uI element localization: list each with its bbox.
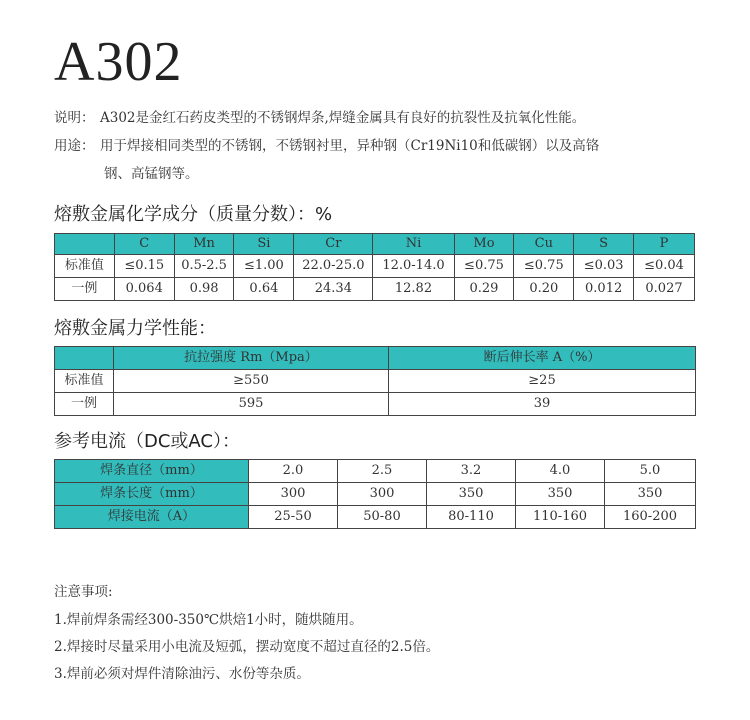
table-cell: 22.0-25.0 — [294, 255, 373, 278]
note-item: 2.焊接时尽量采用小电流及短弧，摆动宽度不超过直径的2.5倍。 — [54, 639, 440, 655]
table-cell: 25-50 — [249, 506, 338, 529]
use-line-2: 钢、高锰钢等。 — [104, 166, 199, 182]
mechanical-example-row — [55, 393, 696, 416]
current-diameter-row — [55, 460, 696, 483]
table-cell: 0.027 — [634, 278, 695, 301]
row-label: 焊条长度（mm） — [55, 483, 249, 506]
use-line-1 — [54, 136, 599, 156]
table-cell: ≥550 — [114, 370, 389, 393]
explain-label: 说明： — [54, 110, 95, 126]
chemical-standard-row — [55, 255, 695, 278]
mechanical-header-cell — [55, 347, 114, 370]
table-cell: 2.0 — [249, 460, 338, 483]
chemical-header-cell: Si — [234, 234, 294, 255]
table-cell: 24.34 — [294, 278, 373, 301]
table-cell: 80-110 — [427, 506, 516, 529]
chemical-header-cell: Cr — [294, 234, 373, 255]
chemical-header-row — [55, 234, 695, 255]
row-label: 标准值 — [55, 255, 115, 278]
row-label: 一例 — [55, 278, 115, 301]
chemical-header-cell: Ni — [373, 234, 454, 255]
table-cell: 0.64 — [234, 278, 294, 301]
table-cell: ≥25 — [389, 370, 696, 393]
chemical-header-cell: P — [634, 234, 695, 255]
table-cell: 110-160 — [516, 506, 605, 529]
table-cell: 3.2 — [427, 460, 516, 483]
table-cell: ≤1.00 — [234, 255, 294, 278]
table-cell: 350 — [605, 483, 696, 506]
use-text-1: 用于焊接相同类型的不锈钢，不锈钢衬里，异种钢（Cr19Ni10和低碳钢）以及高铬 — [100, 138, 600, 154]
table-cell: ≤0.04 — [634, 255, 695, 278]
table-cell: ≤0.03 — [574, 255, 634, 278]
table-cell: 160-200 — [605, 506, 696, 529]
note-item: 1.焊前焊条需经300-350℃烘焙1小时，随烘随用。 — [54, 612, 363, 628]
row-label: 标准值 — [55, 370, 114, 393]
chemical-header-cell: S — [574, 234, 634, 255]
table-cell: 0.98 — [174, 278, 234, 301]
row-label: 一例 — [55, 393, 114, 416]
table-cell: 300 — [338, 483, 427, 506]
current-heading: 参考电流（DC或AC）： — [54, 431, 240, 452]
mechanical-standard-row — [55, 370, 696, 393]
product-title: A302 — [54, 31, 183, 93]
row-label: 焊条直径（mm） — [55, 460, 249, 483]
mechanical-header-cell: 断后伸长率 A（%） — [389, 347, 696, 370]
table-cell: 0.5-2.5 — [174, 255, 234, 278]
table-cell: 39 — [389, 393, 696, 416]
current-length-row — [55, 483, 696, 506]
table-cell: ≤0.75 — [454, 255, 514, 278]
use-label: 用途： — [54, 138, 95, 154]
table-cell: 350 — [427, 483, 516, 506]
chemical-header-cell: Mn — [174, 234, 234, 255]
table-cell: 350 — [516, 483, 605, 506]
table-cell: 50-80 — [338, 506, 427, 529]
table-cell: 4.0 — [516, 460, 605, 483]
row-label: 焊接电流（A） — [55, 506, 249, 529]
current-amps-row — [55, 506, 696, 529]
chemical-table — [54, 233, 695, 301]
explain-line — [54, 108, 585, 128]
chemical-example-row — [55, 278, 695, 301]
table-cell: 0.29 — [454, 278, 514, 301]
table-cell: 300 — [249, 483, 338, 506]
table-cell: 2.5 — [338, 460, 427, 483]
mechanical-header-cell: 抗拉强度 Rm（Mpa） — [114, 347, 389, 370]
mechanical-table — [54, 346, 696, 416]
table-cell: ≤0.15 — [114, 255, 174, 278]
chemical-header-cell: Cu — [514, 234, 574, 255]
mechanical-heading: 熔敷金属力学性能： — [54, 318, 216, 339]
table-cell: 0.012 — [574, 278, 634, 301]
table-cell: 12.0-14.0 — [373, 255, 454, 278]
table-cell: 595 — [114, 393, 389, 416]
table-cell: ≤0.75 — [514, 255, 574, 278]
current-table — [54, 459, 696, 529]
mechanical-header-row — [55, 347, 696, 370]
table-cell: 0.20 — [514, 278, 574, 301]
table-cell: 5.0 — [605, 460, 696, 483]
explain-text: A302是金红石药皮类型的不锈钢焊条,焊缝金属具有良好的抗裂性及抗氧化性能。 — [100, 110, 586, 126]
chemical-header-cell: C — [114, 234, 174, 255]
notes-heading: 注意事项: — [54, 584, 113, 600]
chemical-heading: 熔敷金属化学成分（质量分数）：% — [54, 204, 333, 225]
chemical-header-cell — [55, 234, 115, 255]
table-cell: 12.82 — [373, 278, 454, 301]
chemical-header-cell: Mo — [454, 234, 514, 255]
note-item: 3.焊前必须对焊件清除油污、水份等杂质。 — [54, 666, 310, 682]
table-cell: 0.064 — [114, 278, 174, 301]
